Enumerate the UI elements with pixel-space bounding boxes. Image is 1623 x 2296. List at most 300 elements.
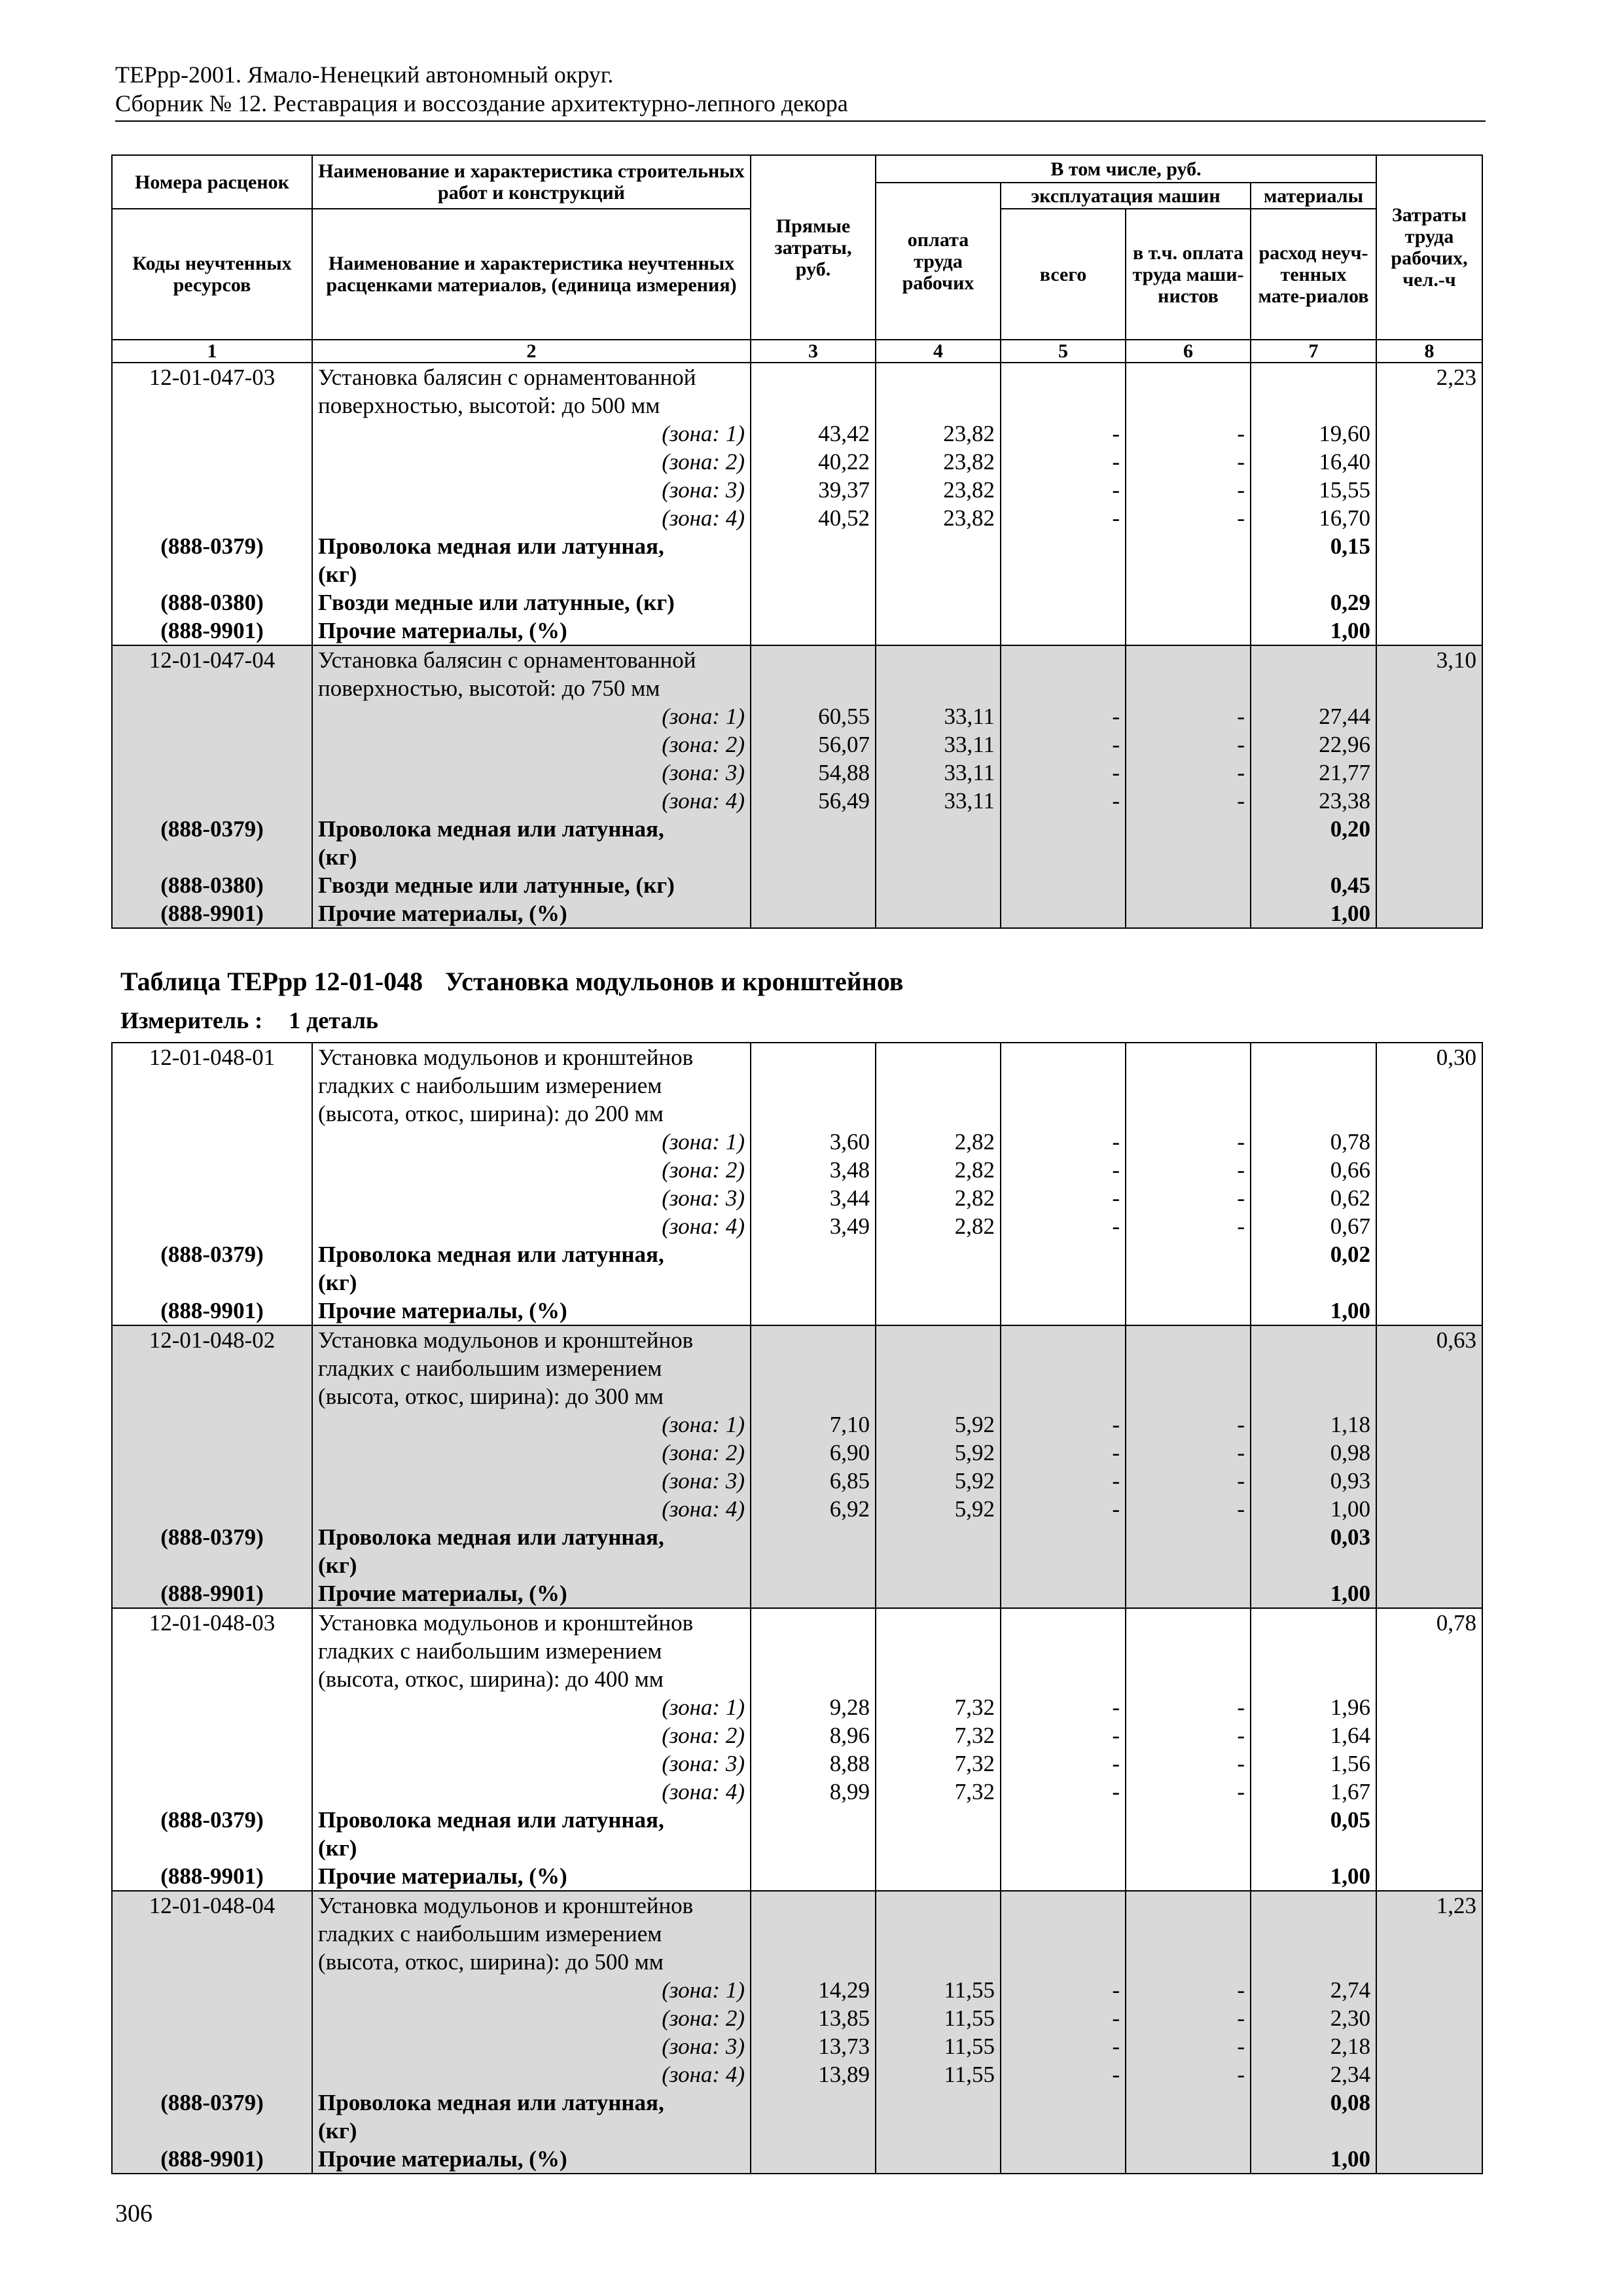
th-zatraty: Затраты труда рабочих, чел.-ч: [1376, 155, 1482, 340]
labor-pay: 2,82: [876, 1212, 1001, 1240]
machines-total: [1001, 1806, 1126, 1834]
rate-code: (888-0379): [112, 1806, 312, 1834]
labor-pay: [876, 871, 1001, 899]
machinist-pay: [1126, 1948, 1251, 1976]
machinist-pay: -: [1126, 448, 1251, 476]
machinist-pay: [1126, 1382, 1251, 1410]
direct-costs: [751, 1806, 876, 1834]
labor-pay: 5,92: [876, 1495, 1001, 1523]
labor-hours: [1376, 787, 1482, 815]
rate-code: [112, 674, 312, 702]
materials: [1251, 1834, 1376, 1862]
labor-hours: [1376, 448, 1482, 476]
table-row: [112, 504, 1482, 532]
table-row: [112, 391, 1482, 420]
work-description: (высота, откос, ширина): до 300 мм: [312, 1382, 751, 1410]
rate-code: [112, 2004, 312, 2032]
machines-total: [1001, 645, 1126, 674]
machines-total: [1001, 1297, 1126, 1325]
machines-total: [1001, 1608, 1126, 1637]
work-description: (зона: 3): [312, 1184, 751, 1212]
work-description: (зона: 4): [312, 2060, 751, 2089]
rate-code: [112, 702, 312, 730]
machinist-pay: [1126, 2089, 1251, 2117]
machinist-pay: [1126, 532, 1251, 560]
labor-hours: [1376, 1749, 1482, 1778]
rate-code: [112, 1948, 312, 1976]
materials: [1251, 1665, 1376, 1693]
work-description: (зона: 1): [312, 1410, 751, 1439]
direct-costs: 3,60: [751, 1128, 876, 1156]
machines-total: [1001, 815, 1126, 843]
labor-pay: [876, 391, 1001, 420]
materials: [1251, 674, 1376, 702]
labor-pay: [876, 645, 1001, 674]
direct-costs: 9,28: [751, 1693, 876, 1721]
labor-pay: 11,55: [876, 2060, 1001, 2089]
materials: [1251, 391, 1376, 420]
direct-costs: 13,73: [751, 2032, 876, 2060]
table-row: [112, 1354, 1482, 1382]
labor-pay: [876, 1806, 1001, 1834]
machines-total: -: [1001, 504, 1126, 532]
labor-hours: [1376, 1948, 1482, 1976]
machinist-pay: [1126, 363, 1251, 391]
machinist-pay: [1126, 1637, 1251, 1665]
materials: 16,70: [1251, 504, 1376, 532]
labor-hours: [1376, 1551, 1482, 1579]
rate-code: 12-01-048-02: [112, 1325, 312, 1354]
labor-pay: [876, 363, 1001, 391]
materials: 1,00: [1251, 1579, 1376, 1608]
labor-hours: 0,30: [1376, 1043, 1482, 1071]
labor-hours: [1376, 1240, 1482, 1268]
labor-pay: [876, 1608, 1001, 1637]
machines-total: -: [1001, 1693, 1126, 1721]
rate-code: 12-01-048-03: [112, 1608, 312, 1637]
work-description: Проволока медная или латунная,: [312, 1806, 751, 1834]
rate-code: (888-9901): [112, 899, 312, 928]
table-row: [112, 2032, 1482, 2060]
work-description: гладких с наибольшим измерением: [312, 1637, 751, 1665]
labor-pay: 23,82: [876, 476, 1001, 504]
labor-hours: [1376, 1439, 1482, 1467]
direct-costs: [751, 1579, 876, 1608]
materials: 2,30: [1251, 2004, 1376, 2032]
machines-total: -: [1001, 1156, 1126, 1184]
machinist-pay: [1126, 1071, 1251, 1100]
col-number: 1: [112, 340, 312, 363]
work-description: Прочие материалы, (%): [312, 1862, 751, 1891]
work-description: (зона: 2): [312, 1721, 751, 1749]
col-number: 5: [1001, 340, 1126, 363]
work-description: (кг): [312, 1551, 751, 1579]
rate-code: [112, 1749, 312, 1778]
materials: 0,66: [1251, 1156, 1376, 1184]
th-naim-neuchtennyh: Наименование и характеристика неучтенных расценками материалов, (единица измерения): [312, 209, 751, 340]
resource-row: [112, 532, 1482, 560]
rate-code: [112, 1920, 312, 1948]
labor-pay: 11,55: [876, 2004, 1001, 2032]
work-description: Проволока медная или латунная,: [312, 815, 751, 843]
rate-code: [112, 1184, 312, 1212]
machines-total: [1001, 532, 1126, 560]
machines-total: -: [1001, 476, 1126, 504]
labor-hours: [1376, 1410, 1482, 1439]
labor-hours: [1376, 2089, 1482, 2117]
labor-hours: [1376, 1071, 1482, 1100]
machines-total: [1001, 1268, 1126, 1297]
labor-pay: [876, 1948, 1001, 1976]
machines-total: [1001, 617, 1126, 645]
direct-costs: 6,92: [751, 1495, 876, 1523]
materials: 0,15: [1251, 532, 1376, 560]
direct-costs: [751, 1043, 876, 1071]
table-row: [112, 1128, 1482, 1156]
work-description: (зона: 2): [312, 2004, 751, 2032]
materials: [1251, 1268, 1376, 1297]
work-description: (кг): [312, 2117, 751, 2145]
rate-row: [112, 363, 1482, 391]
rate-code: (888-0379): [112, 1523, 312, 1551]
rate-code: (888-0379): [112, 1240, 312, 1268]
rate-code: (888-9901): [112, 1579, 312, 1608]
work-description: (зона: 1): [312, 702, 751, 730]
direct-costs: [751, 1382, 876, 1410]
materials: 1,00: [1251, 1862, 1376, 1891]
machines-total: -: [1001, 787, 1126, 815]
machinist-pay: [1126, 2117, 1251, 2145]
materials: 1,00: [1251, 1297, 1376, 1325]
rate-row: [112, 1608, 1482, 1637]
materials: 0,93: [1251, 1467, 1376, 1495]
labor-hours: [1376, 1579, 1482, 1608]
machinist-pay: -: [1126, 1976, 1251, 2004]
labor-pay: 11,55: [876, 2032, 1001, 2060]
materials: [1251, 843, 1376, 871]
work-description: Установка балясин с орнаментованной: [312, 363, 751, 391]
work-description: Прочие материалы, (%): [312, 2145, 751, 2174]
materials: [1251, 1637, 1376, 1665]
labor-hours: [1376, 759, 1482, 787]
direct-costs: [751, 560, 876, 588]
work-description: (высота, откос, ширина): до 200 мм: [312, 1100, 751, 1128]
machinist-pay: [1126, 1862, 1251, 1891]
col-number: 6: [1126, 340, 1251, 363]
machines-total: [1001, 1043, 1126, 1071]
table-row: [112, 1948, 1482, 1976]
rate-code: [112, 730, 312, 759]
labor-pay: 7,32: [876, 1721, 1001, 1749]
table-row: [112, 1156, 1482, 1184]
labor-hours: [1376, 1637, 1482, 1665]
materials: 1,18: [1251, 1410, 1376, 1439]
resource-row: [112, 2089, 1482, 2117]
machinist-pay: -: [1126, 759, 1251, 787]
resource-row: [112, 899, 1482, 928]
machines-total: [1001, 843, 1126, 871]
measure-value: 1 деталь: [289, 1007, 378, 1033]
materials: [1251, 363, 1376, 391]
machinist-pay: -: [1126, 1749, 1251, 1778]
work-description: Прочие материалы, (%): [312, 1579, 751, 1608]
rate-code: [112, 2117, 312, 2145]
table-row: [112, 759, 1482, 787]
direct-costs: [751, 1240, 876, 1268]
rate-code: (888-0380): [112, 871, 312, 899]
labor-hours: [1376, 1693, 1482, 1721]
materials: 23,38: [1251, 787, 1376, 815]
th-rashod: расход неуч-тенных мате-риалов: [1251, 209, 1376, 340]
materials: 0,45: [1251, 871, 1376, 899]
work-description: (зона: 4): [312, 504, 751, 532]
direct-costs: [751, 588, 876, 617]
labor-hours: [1376, 420, 1482, 448]
machines-total: -: [1001, 1128, 1126, 1156]
table-row: [112, 1184, 1482, 1212]
labor-pay: [876, 2117, 1001, 2145]
direct-costs: [751, 674, 876, 702]
direct-costs: 60,55: [751, 702, 876, 730]
work-description: Гвозди медные или латунные, (кг): [312, 871, 751, 899]
work-description: Установка модульонов и кронштейнов: [312, 1325, 751, 1354]
work-description: Проволока медная или латунная,: [312, 2089, 751, 2117]
table-row: [112, 1834, 1482, 1862]
machinist-pay: [1126, 1100, 1251, 1128]
work-description: Установка модульонов и кронштейнов: [312, 1043, 751, 1071]
table-header: [112, 155, 1482, 363]
table-row: [112, 420, 1482, 448]
direct-costs: 13,89: [751, 2060, 876, 2089]
rate-code: 12-01-048-01: [112, 1043, 312, 1071]
materials: 1,00: [1251, 899, 1376, 928]
labor-pay: 33,11: [876, 759, 1001, 787]
table-row: [112, 1212, 1482, 1240]
direct-costs: [751, 1523, 876, 1551]
work-description: Проволока медная или латунная,: [312, 532, 751, 560]
labor-hours: [1376, 1128, 1482, 1156]
machinist-pay: [1126, 617, 1251, 645]
labor-hours: [1376, 476, 1482, 504]
direct-costs: 3,44: [751, 1184, 876, 1212]
rate-code: [112, 1071, 312, 1100]
machines-total: -: [1001, 730, 1126, 759]
machinist-pay: [1126, 560, 1251, 588]
labor-hours: [1376, 1100, 1482, 1128]
th-oplata-truda: оплата труда рабочих: [876, 183, 1001, 340]
direct-costs: 3,49: [751, 1212, 876, 1240]
materials: 19,60: [1251, 420, 1376, 448]
work-description: Проволока медная или латунная,: [312, 1240, 751, 1268]
labor-hours: [1376, 674, 1482, 702]
labor-pay: [876, 1071, 1001, 1100]
rate-code: (888-9901): [112, 617, 312, 645]
materials: [1251, 1382, 1376, 1410]
labor-hours: 2,23: [1376, 363, 1482, 391]
labor-pay: 23,82: [876, 420, 1001, 448]
work-description: (высота, откос, ширина): до 400 мм: [312, 1665, 751, 1693]
labor-pay: [876, 1382, 1001, 1410]
work-description: (зона: 1): [312, 1128, 751, 1156]
machines-total: [1001, 560, 1126, 588]
table-row: [112, 1976, 1482, 2004]
labor-pay: 33,11: [876, 787, 1001, 815]
work-description: Установка балясин с орнаментованной: [312, 645, 751, 674]
work-description: (зона: 4): [312, 1212, 751, 1240]
table-row: [112, 1268, 1482, 1297]
table-row: [112, 1410, 1482, 1439]
machines-total: [1001, 1948, 1126, 1976]
rate-code: [112, 1100, 312, 1128]
table-body: [112, 1043, 1482, 2174]
rate-row: [112, 645, 1482, 674]
direct-costs: [751, 899, 876, 928]
rate-code: [112, 1439, 312, 1467]
table-row: [112, 787, 1482, 815]
table-row: [112, 1693, 1482, 1721]
labor-pay: 2,82: [876, 1128, 1001, 1156]
page-number: 306: [115, 2200, 152, 2227]
rate-code: [112, 448, 312, 476]
direct-costs: 40,22: [751, 448, 876, 476]
machines-total: [1001, 871, 1126, 899]
rate-code: [112, 1212, 312, 1240]
materials: 1,56: [1251, 1749, 1376, 1778]
th-v-tom-chisle: В том числе, руб.: [876, 155, 1376, 183]
rate-code: [112, 1551, 312, 1579]
labor-hours: [1376, 1467, 1482, 1495]
labor-hours: [1376, 1778, 1482, 1806]
labor-pay: 11,55: [876, 1976, 1001, 2004]
col-number: 7: [1251, 340, 1376, 363]
machines-total: [1001, 1920, 1126, 1948]
labor-pay: 5,92: [876, 1467, 1001, 1495]
work-description: (зона: 4): [312, 787, 751, 815]
th-naimenovanie: Наименование и характеристика строительных работ и конструкций: [312, 155, 751, 209]
direct-costs: [751, 1551, 876, 1579]
rate-code: [112, 1128, 312, 1156]
machines-total: -: [1001, 1184, 1126, 1212]
header-line-1: ТЕРрр-2001. Ямало-Ненецкий автономный округ.: [115, 62, 614, 88]
resource-row: [112, 588, 1482, 617]
labor-hours: [1376, 391, 1482, 420]
work-description: Прочие материалы, (%): [312, 617, 751, 645]
labor-hours: [1376, 1354, 1482, 1382]
machinist-pay: -: [1126, 504, 1251, 532]
labor-pay: [876, 1240, 1001, 1268]
machines-total: -: [1001, 1721, 1126, 1749]
machinist-pay: -: [1126, 1410, 1251, 1439]
work-description: (кг): [312, 560, 751, 588]
labor-pay: 5,92: [876, 1439, 1001, 1467]
labor-pay: 2,82: [876, 1156, 1001, 1184]
rate-code: [112, 1834, 312, 1862]
labor-hours: [1376, 1268, 1482, 1297]
machinist-pay: -: [1126, 730, 1251, 759]
labor-pay: [876, 1043, 1001, 1071]
column-numbers-row: [112, 340, 1482, 363]
rate-code: [112, 1665, 312, 1693]
machines-total: [1001, 391, 1126, 420]
work-description: (зона: 3): [312, 476, 751, 504]
table-row: [112, 448, 1482, 476]
labor-pay: [876, 2089, 1001, 2117]
materials: 1,96: [1251, 1693, 1376, 1721]
labor-pay: [876, 1862, 1001, 1891]
materials: [1251, 1551, 1376, 1579]
direct-costs: 56,49: [751, 787, 876, 815]
machines-total: [1001, 1579, 1126, 1608]
rate-code: [112, 787, 312, 815]
work-description: Установка модульонов и кронштейнов: [312, 1608, 751, 1637]
labor-pay: 33,11: [876, 702, 1001, 730]
work-description: (зона: 3): [312, 2032, 751, 2060]
direct-costs: [751, 1637, 876, 1665]
machinist-pay: -: [1126, 2032, 1251, 2060]
machines-total: [1001, 2117, 1126, 2145]
table-row: [112, 1467, 1482, 1495]
table-row: [112, 1665, 1482, 1693]
work-description: (зона: 3): [312, 759, 751, 787]
machines-total: -: [1001, 420, 1126, 448]
machinist-pay: [1126, 815, 1251, 843]
labor-hours: [1376, 1297, 1482, 1325]
table-row: [112, 1749, 1482, 1778]
labor-pay: [876, 899, 1001, 928]
labor-hours: 0,63: [1376, 1325, 1482, 1354]
direct-costs: [751, 1354, 876, 1382]
resource-row: [112, 871, 1482, 899]
header-line-2: Сборник № 12. Реставрация и воссоздание архитектурно-лепного декора: [115, 90, 848, 117]
resource-row: [112, 1523, 1482, 1551]
direct-costs: 39,37: [751, 476, 876, 504]
work-description: Гвозди медные или латунные, (кг): [312, 588, 751, 617]
direct-costs: [751, 1325, 876, 1354]
machinist-pay: [1126, 1579, 1251, 1608]
rate-row: [112, 1325, 1482, 1354]
machinist-pay: -: [1126, 1721, 1251, 1749]
materials: 15,55: [1251, 476, 1376, 504]
table-title: [120, 966, 926, 997]
rate-code: (888-0380): [112, 588, 312, 617]
work-description: гладких с наибольшим измерением: [312, 1920, 751, 1948]
rate-code: (888-9901): [112, 1862, 312, 1891]
machinist-pay: -: [1126, 1693, 1251, 1721]
machinist-pay: [1126, 1325, 1251, 1354]
rate-code: [112, 476, 312, 504]
labor-hours: [1376, 2145, 1482, 2174]
labor-hours: [1376, 1495, 1482, 1523]
rate-code: [112, 1693, 312, 1721]
resource-row: [112, 2145, 1482, 2174]
machines-total: [1001, 363, 1126, 391]
labor-pay: 2,82: [876, 1184, 1001, 1212]
table-row: [112, 476, 1482, 504]
labor-hours: [1376, 1721, 1482, 1749]
materials: [1251, 1325, 1376, 1354]
rate-code: [112, 1410, 312, 1439]
rate-code: 12-01-047-04: [112, 645, 312, 674]
rates-table-047: [111, 154, 1483, 929]
direct-costs: 54,88: [751, 759, 876, 787]
table-row: [112, 1551, 1482, 1579]
direct-costs: [751, 1948, 876, 1976]
materials: [1251, 1071, 1376, 1100]
labor-hours: [1376, 1665, 1482, 1693]
machinist-pay: [1126, 899, 1251, 928]
labor-pay: [876, 815, 1001, 843]
machines-total: [1001, 899, 1126, 928]
